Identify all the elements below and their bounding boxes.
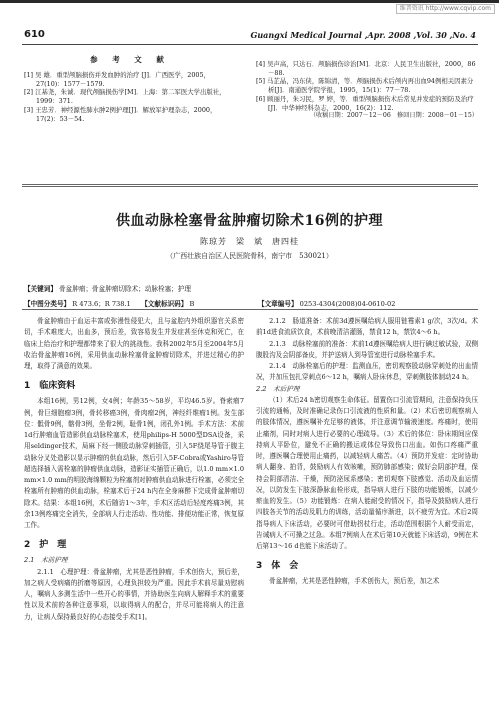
doc-code-label: 【文献标识码】 <box>141 300 188 308</box>
section-rule <box>22 309 478 310</box>
section-heading: 3 体 会 <box>256 561 299 572</box>
reference-item: [1] 吴 雄．重型颅脑损伤并发血肿的治疗 [J]．广西医学，2005，27(10)：1577－1579. <box>24 71 210 88</box>
body-right-column <box>256 316 478 710</box>
article-number-line <box>258 298 395 308</box>
section-rule <box>22 186 478 187</box>
section-heading: 1 临床资料 <box>24 381 76 392</box>
header-rule <box>22 44 478 45</box>
article-number-value: 0253-4304(2008)04-0610-02 <box>299 300 396 308</box>
discussion-paragraph: 骨盆肿瘤，尤其是恶性肿瘤，手术创伤大，预后差，加之术 <box>269 577 440 586</box>
article-affiliation: （广西壮族自治区人民医院骨科，南宁市 530021） <box>166 252 333 260</box>
bowel-prep-paragraph: 2.1.2 肠道准备：术前3d遵医嘱给病人服用链霉素1 g/次，3次/d。术前1d进食流质饮食，术前晚清洁灌肠，禁食12 h，禁饮4～6 h。 <box>256 317 478 337</box>
reference-item: [4] 吴声高，只达石．颅脑损伤诊治[M]．北京：人民卫生出版社，2000，86－88. <box>256 60 476 77</box>
article-authors: 陈琼芳 梁 斌 唐四桂 <box>200 237 299 246</box>
article-title: 供血动脉栓塞骨盆肿瘤切除术16例的护理 <box>116 213 383 229</box>
post-embolization-paragraph: 2.1.4 动脉栓塞后的护理：监测血压，密切观察股动脉穿刺处的出血情况，并加压包扎穿刺点6～12 h，嘱病人卧床休息，穿刺侧肢体制动24 h。 <box>256 362 478 382</box>
subsection-heading: 2.2 术后护理 <box>256 384 300 393</box>
embolization-prep-paragraph: 2.1.3 动脉栓塞前的准备：术前1d遵医嘱给病人进行碘过敏试验，双侧腹股沟及会阴部备皮，并护送病人到导管室进行动脉栓塞手术。 <box>256 339 478 359</box>
references-title: 参 考 文 献 <box>90 55 170 64</box>
reference-item: [6] 顾丽丹，朱习民，罗 婷，等．重型颅脑损伤术后常见并发症的预防及治疗[J]．中华神经科杂志，2000，16(2)：112. <box>256 94 474 112</box>
references-right <box>256 60 478 175</box>
postop-care-paragraph: （1）术后24 h密切观察生命体征。留置伤口引流管期间，注意保持负压引流的通畅，及时准确记录伤口引流液的性质和量。（2）术后密切观察病人的肢体情况，遵医嘱补充足够的液体，并注意调节输液速度。疼痛时，使用止痛剂，同时对病人进行必要的心理疏导。（3）术后的体位：卧床期间应保持病人平卧位，避免不正确的搬运或体位导致伤口出血。如伤口疼痛严重时，遵医嘱合理使用止痛药，以减轻病人痛苦。（4）预防并发症：定时协助病人翻身、拍背，鼓励病人有效咳嗽，预防肺部感染；做好会阴部护理，保持会阴部清洁、干燥，预防泌尿系感染；密切观察下肢感觉、活动及血运情况，以防发生下肢深静脉血栓形成，指导病人进行下肢的功能锻炼，以减少瘀血的发生。（5）功能锻炼：在病人能耐受的情况下，指导及鼓励病人进行四肢各关节的活动及肌力的训练，活动量循序渐进，以不疲劳为宜。术后2周指导病人下床活动，必要时可借助拐杖行走，活动范围根据个人耐受而定，告诫病人不可操之过急。本组7例病人在术后第10天就能下床活动，9例在术后第13～16 d也能下床活动了。 <box>256 395 478 550</box>
subsection-heading: 2.1 术前护理 <box>24 556 68 565</box>
watermark: 维普资讯 http://www.cqvip.com <box>396 4 495 14</box>
keywords-line <box>24 283 191 293</box>
page-number: 610 <box>24 29 45 40</box>
reference-item: [2] 江基尧，朱诚．现代颅脑损伤学[M]．上海：第二军医大学出版社，1999：371. <box>24 88 226 106</box>
clc-value: R 473.6；R 738.1 <box>72 300 131 308</box>
classification-line <box>24 298 194 308</box>
clc-label: 【中图分类号】 <box>24 300 71 308</box>
body-left-column <box>24 316 244 710</box>
top-border <box>0 0 499 3</box>
journal-running-title: Guangxi Medical Journal ,Apr. 2008 ,Vol. 30 ,No. 4 <box>250 30 476 40</box>
section-heading: 2 护 理 <box>24 540 67 551</box>
reference-item: [5] 马芷晶，冯东侠，陈锦清，等．颅脑损伤术后颅内再出血94例相关因素分析[J]．南通医学院学报，1995，15(1)：77－78. <box>256 77 474 95</box>
reference-item: [3] 王忠芳．神经源性肺水肿2例护理[J]．解放军护理杂志，2000，17(2)：53－54. <box>24 105 217 123</box>
page-header <box>24 29 476 43</box>
intro-paragraph: 骨盆肿瘤由于血运丰富或弥漫性侵犯大，且与盆腔内外组织器官关系密切，手术难度大，出血多，预后差，致容易发生并发症甚至休克和死亡，在临床上给治疗和护理都带来了很大的挑战性。我科2002年5月至2004年5月收治骨盆肿瘤16例，采用供血动脉栓塞骨盆肿瘤切除术，并进过精心的护理，取得了满意的效果。 <box>24 317 244 370</box>
psych-care-paragraph: 2.1.1 心理护理：骨盆肿瘤，尤其是恶性肿瘤，手术创伤大，预后差，加之病人受病痛的折磨等原因，心理负担较为严重。因此手术前尽量劝慰病人，嘱病人多测生活中一些开心的事情，并协助医生向病人解释手术的重要性以及术前的各种注意事项，以取得病人的配合，并尽可能将病人的注意力，让病人保持最良好的心态接受手术[1]。 <box>24 567 244 621</box>
references-left <box>24 50 236 175</box>
keywords-label: 【关键词】 <box>24 285 57 293</box>
keywords-text: 骨盆肿瘤；骨盆肿瘤切除术；动脉栓塞；护理 <box>59 285 191 293</box>
doc-code-value: B <box>189 300 195 308</box>
clinical-data-paragraph: 本组16例，男12例，女4例；年龄35～58岁，平均46.5岁。脊索瘤7例，骨巨细胞瘤3例，骨转移癌3例，骨肉瘤2例，神经纤维瘤1例。发生部位：骶骨9例，髂骨3例，坐骨2例，耻骨1例，闭孔外1例。手术方法：术前1d行肿瘤血管造影供血动脉栓塞术，使用philips-H 5000型DSA设备，采用seldinger技术，局麻下经一侧股动脉穿刺插管，引入5F绕尾导管于腹主动脉分叉处造影以显示肿瘤的供血动脉，然后引入5F-Cobra或Yashiro导管超选择插入需栓塞的肿瘤供血动脉，造影证实插管正确后，以1.0 mm×1.0 mm×1.0 mm的明胶海绵颗粒为栓塞剂对肿瘤供血动脉进行栓塞，必须完全栓塞所有肿瘤的供血动脉，栓塞术后于24 h内在全身麻醉下完成骨盆肿瘤切除术。结果：本组16例，术后随访1～3年，手术区活动后轻度疼痛3例，其余13例疼痛完全消失，全部病人行走活动、性功能、排便功能正常，恢复原工作。 <box>24 397 244 529</box>
received-date-note: （收稿日期：2007－12－06 修回日期：2008－01－15） <box>309 112 478 120</box>
article-number-label: 【文章编号】 <box>258 300 298 308</box>
section-rule <box>22 184 478 185</box>
